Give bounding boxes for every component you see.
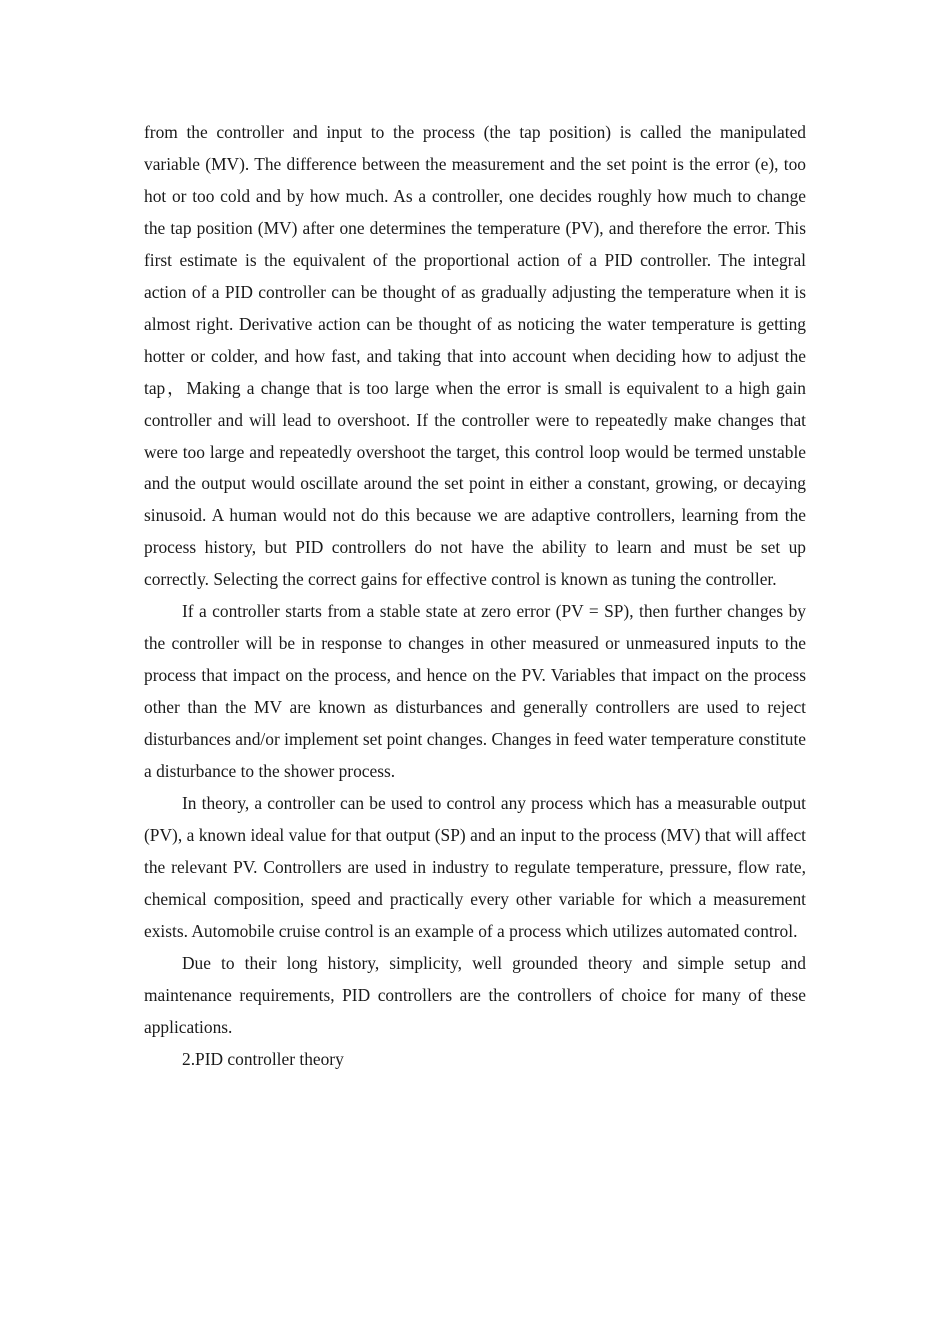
paragraph-2: If a controller starts from a stable state at zero error (PV = SP), then further changes by the controller will be in response to changes in other measured or unmeasured inputs to the process that impact on the process, and hence on the PV. Variables that impact on the process other than the MV are known as disturbances and generally controllers are used to reject disturbances and/or implement set point changes. Changes in feed water temperature constitute a disturbance to the shower process. (144, 601, 806, 782)
section-heading: 2.PID controller theory (182, 1048, 344, 1069)
paragraph-1: from the controller and input to the process (the tap position) is called the manipulated variable (MV). The difference between the measurement and the set point is the error (e), too hot or too cold and by how much. As a controller, one decides roughly how much to change the tap position (MV) after one determines the temperature (PV), and therefore the error. This first estimate is the equivalent of the proportional action of a PID controller. The integral action of a PID controller can be thought of as gradually adjusting the temperature when it is almost right. Derivative action can be thought of as noticing the water temperature is getting hotter or colder, and how fast, and taking that into account when deciding how to adjust the tap，Making a change that is too large when the error is small is equivalent to a high gain controller and will lead to overshoot. If the controller were to repeatedly make changes that were too large and repeatedly overshoot the target, this control loop would be termed unstable and the output would oscillate around the set point in either a constant, growing, or decaying sinusoid. A human would not do this because we are adaptive controllers, learning from the process history, but PID controllers do not have the ability to learn and must be set up correctly. Selecting the correct gains for effective control is known as tuning the controller. (144, 122, 806, 590)
paragraph-3: In theory, a controller can be used to control any process which has a measurable output (PV), a known ideal value for that output (SP) and an input to the process (MV) that will affect the relevant PV. Controllers are used in industry to regulate temperature, pressure, flow rate, chemical composition, speed and practically every other variable for which a measurement exists. Automobile cruise control is an example of a process which utilizes automated control. (144, 793, 806, 941)
body-text (144, 117, 806, 1076)
paragraph-4: Due to their long history, simplicity, well grounded theory and simple setup and maintenance requirements, PID controllers are the controllers of choice for many of these applications. (144, 952, 806, 1037)
